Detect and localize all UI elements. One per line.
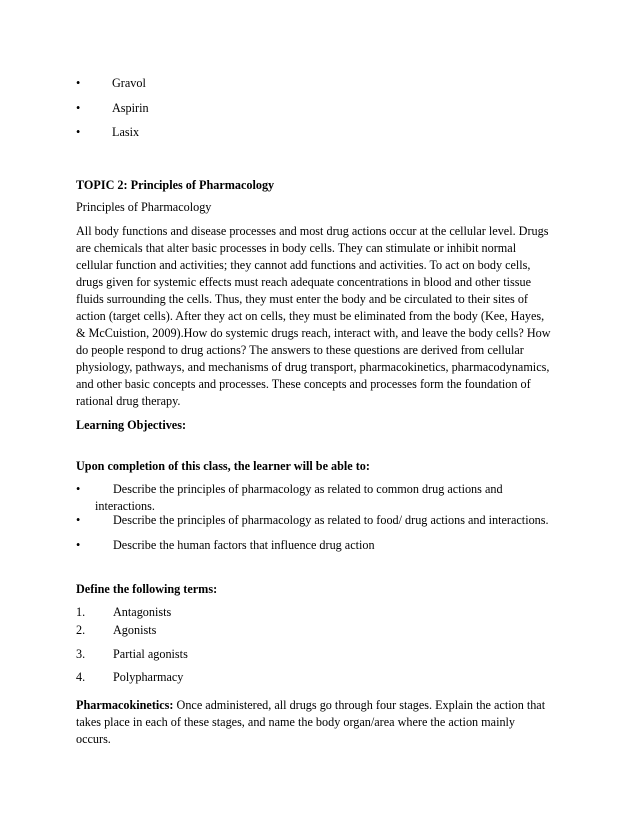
- pharmacokinetics-text: Once administered, all drugs go through four stages. Explain the action that: [173, 698, 546, 712]
- term-number: 4.: [76, 670, 86, 684]
- term-text: Polypharmacy: [113, 670, 184, 684]
- paragraph-line: are chemicals that alter basic processes in body cells. They can stimulate or inhibit normal: [76, 241, 517, 255]
- bullet-text: Lasix: [112, 125, 140, 139]
- term-text: Agonists: [113, 623, 157, 637]
- paragraph-line: do people respond to drug actions? The answers to these questions are derived from cellular: [76, 343, 524, 357]
- subheading: Principles of Pharmacology: [76, 200, 212, 214]
- term-number: 3.: [76, 647, 86, 661]
- intro-paragraph: [76, 223, 576, 410]
- bullet-icon: •: [76, 101, 81, 115]
- objective-text: Describe the principles of pharmacology as related to common drug actions and: [113, 482, 503, 496]
- paragraph-line: cellular function and activities; they cannot add functions and activities. To act on body cells,: [76, 258, 531, 272]
- paragraph-line: and other basic concepts and processes. These concepts and processes form the foundation of: [76, 377, 531, 391]
- paragraph-line: & McCuistion, 2009).How do systemic drugs reach, interact with, and leave the body cells? How: [76, 326, 551, 340]
- bullet-icon: •: [76, 76, 81, 90]
- bullet-icon: •: [76, 538, 81, 552]
- objective-text: Describe the human factors that influence drug action: [113, 538, 375, 552]
- paragraph-line: All body functions and disease processes and most drug actions occur at the cellular level. Drugs: [76, 224, 549, 238]
- term-text: Partial agonists: [113, 647, 188, 661]
- term-text: Antagonists: [113, 605, 172, 619]
- bullet-icon: •: [76, 482, 81, 496]
- learning-objectives-heading: Learning Objectives:: [76, 418, 187, 432]
- bullet-text: Aspirin: [112, 101, 149, 115]
- paragraph-line: drugs given for systemic effects must reach adequate concentrations in blood and other tissue: [76, 275, 531, 289]
- paragraph-line: occurs.: [76, 732, 111, 746]
- term-number: 1.: [76, 605, 86, 619]
- paragraph-line: action (target cells). After they act on cells, they must be eliminated from the body (Kee, Hayes,: [76, 309, 545, 323]
- paragraph-line: physiology, pathways, and mechanisms of drug transport, pharmacokinetics, pharmacodynamics,: [76, 360, 550, 374]
- define-heading: Define the following terms:: [76, 582, 218, 596]
- term-number: 2.: [76, 623, 86, 637]
- pharmacokinetics-paragraph: [76, 697, 576, 748]
- paragraph-line: rational drug therapy.: [76, 394, 181, 408]
- objective-continuation: interactions.: [95, 499, 155, 513]
- paragraph-line: [76, 697, 576, 714]
- paragraph-line: takes place in each of these stages, and name the body organ/area where the action mainly: [76, 715, 516, 729]
- topic-heading: TOPIC 2: Principles of Pharmacology: [76, 178, 275, 192]
- paragraph-line: fluids surrounding the cells. Thus, they must enter the body and be circulated to their sites of: [76, 292, 528, 306]
- completion-heading: Upon completion of this class, the learner will be able to:: [76, 459, 370, 473]
- bullet-text: Gravol: [112, 76, 146, 90]
- bullet-icon: •: [76, 125, 81, 139]
- pharmacokinetics-label: Pharmacokinetics:: [76, 698, 174, 712]
- objective-text: Describe the principles of pharmacology as related to food/ drug actions and interactions.: [113, 513, 549, 527]
- bullet-icon: •: [76, 513, 81, 527]
